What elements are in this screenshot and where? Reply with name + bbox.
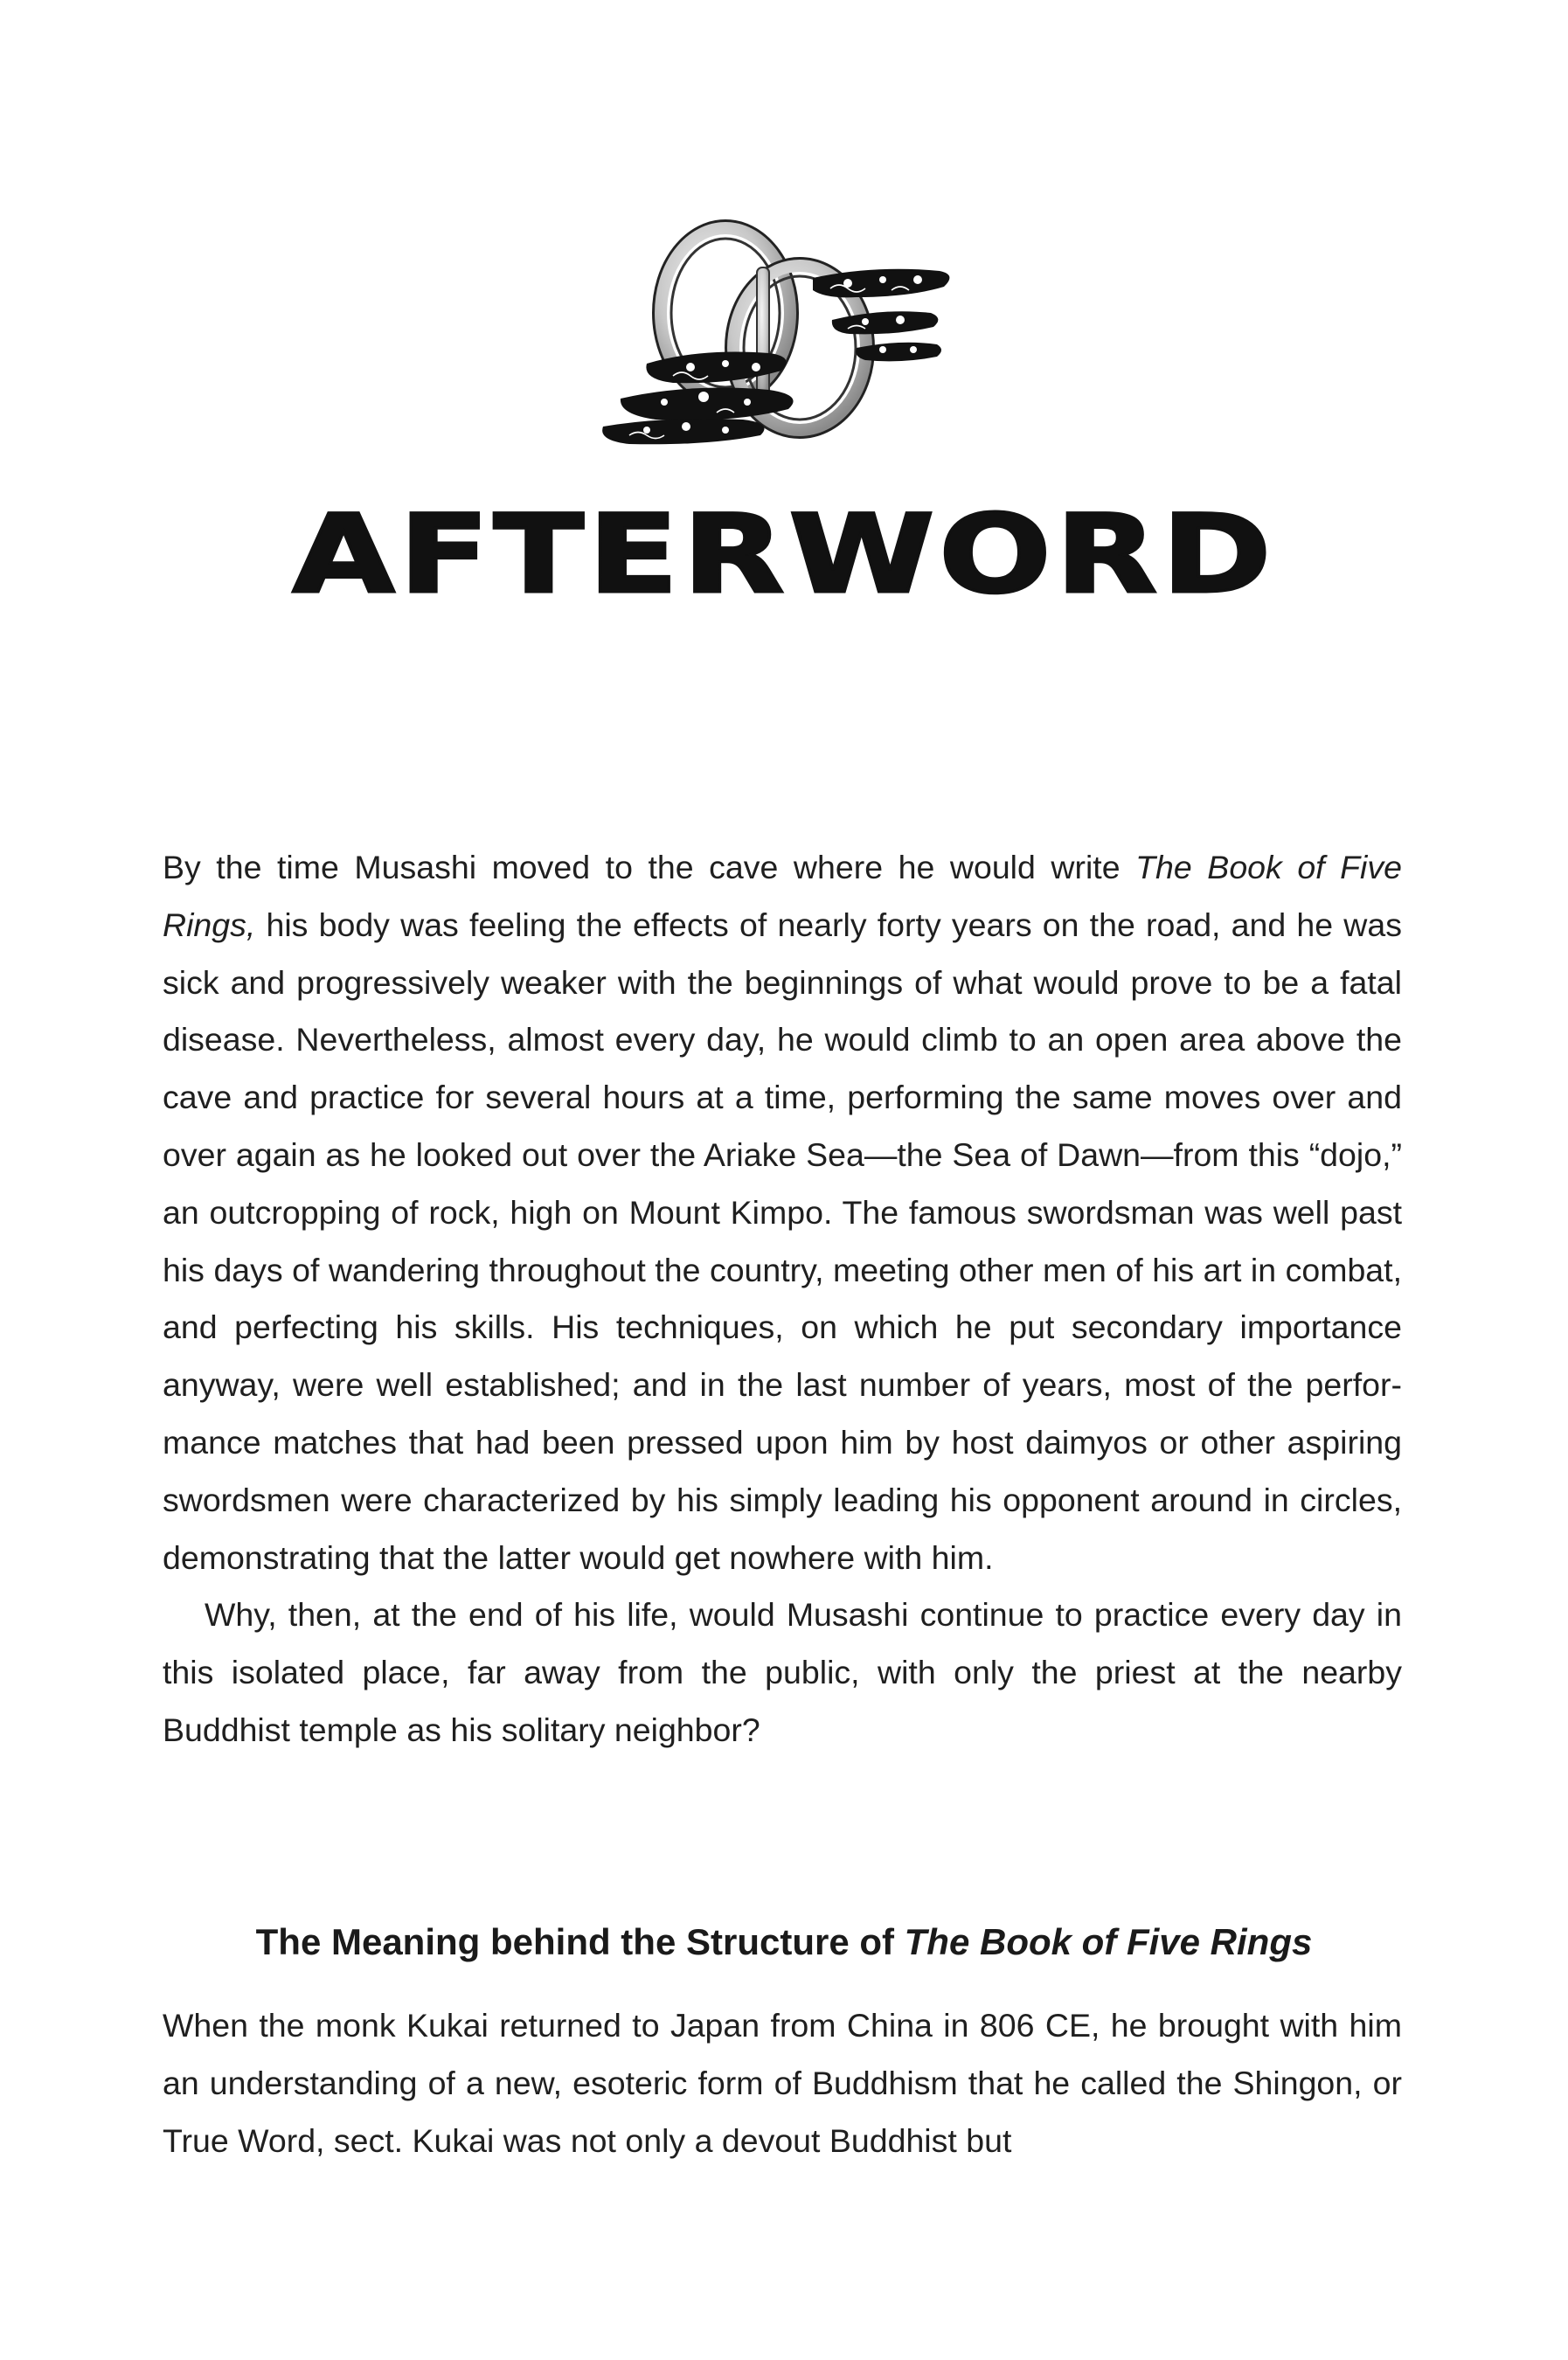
intro-paragraph-1: By the time Musashi moved to the cave where he would write The Book of Five Rings, his body was feeling the effects of nearly forty years on the road, and he was sick and progressively weaker with the beginnings of what would prove to be a fatal disease. Nevertheless, almost every day, he would climb to an open area above the cave and practice for several hours at a time, performing the same moves over and over again as he looked out over the Ariake Sea—the Sea of Dawn—from this “dojo,” an outcropping of rock, high on Mount Kimpo. The famous swordsman was well past his days of wandering throughout the country, meeting other men of his art in combat, and perfecting his skills. His techniques, on which he put secondary importance anyway, were well established; and in the last number of years, most of the performance matches that had been pressed upon him by host daimyos or other aspiring swordsmen were characterized by his simply leading his opponent around in circles, demonstrating that the latter would get nowhere with him. (163, 849, 1402, 1576)
intro-paragraph-2: Why, then, at the end of his life, would Musashi continue to practice every day in this isolated place, far away from the public, with only the priest at the nearby Buddhist temple as his solitary neighbor? (163, 1596, 1402, 1748)
sword-guard-ornament-icon (594, 217, 970, 453)
section-heading-italic: The Book of Five Rings (904, 1921, 1313, 1962)
section-paragraph: When the monk Kukai returned to Japan from China in 806 CE, he brought with him an understanding of a new, esoteric form of Buddhism that he called the Shingon, or True Word, sect. Kukai was not only a devout Buddhist but (163, 2007, 1402, 2159)
section-heading: The Meaning behind the Structure of The Book of Five Rings (255, 1921, 1313, 1962)
chapter-title: AFTERWORD (292, 492, 1276, 618)
book-title-italic: The Book of Five Rings, (163, 849, 1402, 943)
section-text (163, 1997, 1402, 2169)
intro-text (163, 839, 1402, 1760)
